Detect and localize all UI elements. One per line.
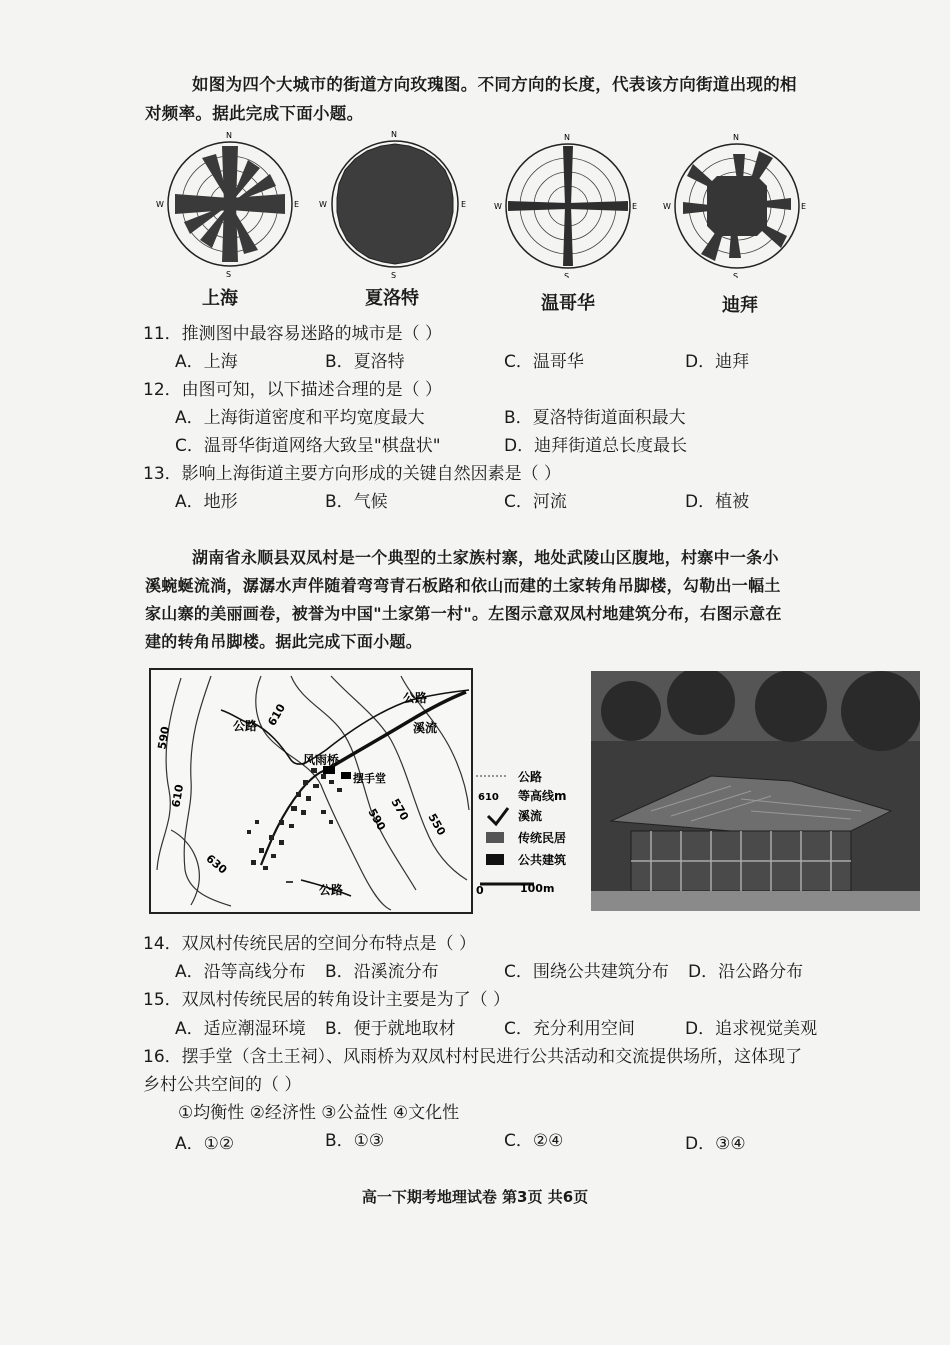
compass-n: N bbox=[564, 133, 570, 142]
q13-option-c: C．河流 bbox=[504, 492, 567, 512]
compass-n: N bbox=[226, 131, 232, 140]
q12-option-d: D．迪拜街道总长度最长 bbox=[504, 436, 688, 456]
q11-stem: 11．推测图中最容易迷路的城市是（ ） bbox=[143, 324, 443, 344]
q16-items: ①均衡性 ②经济性 ③公益性 ④文化性 bbox=[178, 1103, 460, 1123]
svg-text:传统民居: 传统民居 bbox=[518, 831, 567, 845]
compass-e: E bbox=[294, 200, 300, 209]
q12-stem: 12．由图可知，以下描述合理的是（ ） bbox=[143, 380, 443, 400]
q13-option-b: B．气候 bbox=[325, 492, 388, 512]
legend-public bbox=[486, 852, 566, 867]
q11-option-d: D．迪拜 bbox=[685, 352, 750, 372]
q12-option-a: A．上海街道密度和平均宽度最大 bbox=[175, 408, 425, 428]
village-map-svg bbox=[151, 670, 471, 912]
q11-option-b: B．夏洛特 bbox=[325, 352, 405, 372]
svg-text:公共建筑: 公共建筑 bbox=[518, 853, 567, 867]
svg-text:公路: 公路 bbox=[518, 770, 543, 784]
map-contour-570: 570 bbox=[388, 796, 412, 823]
map-hall-label: 摆手堂 bbox=[353, 772, 386, 785]
intro2-line1: 湖南省永顺县双凤村是一个典型的土家族村寨，地处武陵山区腹地，村寨中一条小 bbox=[192, 548, 779, 567]
rose-caption-charlotte: 夏洛特 bbox=[365, 288, 419, 309]
legend-contour bbox=[478, 788, 567, 803]
q11-option-a: A．上海 bbox=[175, 352, 238, 372]
rose-shanghai bbox=[156, 131, 299, 278]
map-contour-610a: 610 bbox=[265, 701, 289, 729]
q16-stem-line2: 乡村公共空间的（ ） bbox=[143, 1075, 302, 1095]
map-stream-label: 溪流 bbox=[413, 721, 438, 735]
svg-text:610: 610 bbox=[478, 792, 499, 803]
svg-text:等高线m: 等高线m bbox=[518, 789, 567, 803]
stilt-house-illustration bbox=[591, 671, 920, 911]
compass-e: E bbox=[461, 200, 467, 209]
rose-caption-dubai: 迪拜 bbox=[722, 295, 758, 316]
intro2-line3: 家山寨的美丽画卷，被誉为中国"土家第一村"。左图示意双凤村地建筑分布，右图示意在 bbox=[145, 604, 782, 623]
compass-s: S bbox=[564, 272, 570, 278]
map-road-label-1: 公路 bbox=[403, 691, 428, 705]
compass-w: W bbox=[319, 200, 327, 209]
q12-option-b: B．夏洛特街道面积最大 bbox=[504, 408, 686, 428]
q14-option-a: A．沿等高线分布 bbox=[175, 962, 306, 982]
q13-option-d: D．植被 bbox=[685, 492, 750, 512]
intro2-line2: 溪蜿蜒流淌，潺潺水声伴随着弯弯青石板路和依山而建的土家转角吊脚楼，勾勒出一幅土 bbox=[145, 576, 781, 595]
intro2-line4: 建的转角吊脚楼。据此完成下面小题。 bbox=[145, 632, 423, 651]
q16-option-c: C．②④ bbox=[504, 1131, 564, 1151]
q14-stem: 14．双凤村传统民居的空间分布特点是（ ） bbox=[143, 934, 477, 954]
q13-option-a: A．地形 bbox=[175, 492, 238, 512]
q12-option-c: C．温哥华街道网络大致呈"棋盘状" bbox=[175, 436, 441, 456]
q14-option-b: B．沿溪流分布 bbox=[325, 962, 439, 982]
rose-charlotte bbox=[319, 130, 466, 278]
q15-option-a: A．适应潮湿环境 bbox=[175, 1019, 306, 1039]
page-footer: 高一下期考地理试卷 第3页 共6页 bbox=[361, 1188, 589, 1206]
q16-option-b: B．①③ bbox=[325, 1131, 385, 1151]
compass-s: S bbox=[226, 270, 232, 278]
intro1-line1: 如图为四个大城市的街道方向玫瑰图。不同方向的长度，代表该方向街道出现的相 bbox=[192, 75, 797, 94]
q16-stem: 16．摆手堂（含土王祠）、风雨桥为双凤村村民进行公共活动和交流提供场所，这体现了 bbox=[143, 1047, 803, 1067]
q15-option-c: C．充分利用空间 bbox=[504, 1019, 635, 1039]
stilt-house-photo bbox=[591, 671, 920, 911]
rose-caption-vancouver: 温哥华 bbox=[541, 293, 595, 314]
legend-scale bbox=[476, 882, 554, 897]
rose-dubai bbox=[663, 133, 806, 278]
legend-stream bbox=[488, 808, 542, 824]
q13-stem: 13．影响上海街道主要方向形成的关键自然因素是（ ） bbox=[143, 464, 562, 484]
compass-e: E bbox=[632, 202, 638, 211]
q16-option-a: A．①② bbox=[175, 1134, 235, 1154]
legend-houses bbox=[486, 830, 566, 845]
map-contour-550: 550 bbox=[425, 811, 449, 838]
map-contour-630: 630 bbox=[203, 851, 230, 877]
rose-vancouver bbox=[494, 133, 637, 278]
q14-option-c: C．围绕公共建筑分布 bbox=[504, 962, 669, 982]
map-bridge-label: 风雨桥 bbox=[303, 753, 340, 767]
compass-n: N bbox=[391, 130, 397, 139]
intro1-line2: 对频率。据此完成下面小题。 bbox=[145, 104, 364, 123]
q16-option-d: D．③④ bbox=[685, 1134, 746, 1154]
map-contour-590: 590 bbox=[155, 725, 173, 751]
rose-diagrams bbox=[140, 128, 820, 278]
map-road-label-3: 公路 bbox=[319, 883, 344, 897]
rose-caption-shanghai: 上海 bbox=[202, 288, 238, 309]
map-contour-590b: 590 bbox=[365, 806, 389, 833]
q15-option-d: D．追求视觉美观 bbox=[685, 1019, 818, 1039]
q15-option-b: B．便于就地取材 bbox=[325, 1019, 456, 1039]
compass-w: W bbox=[663, 202, 671, 211]
q15-stem: 15．双凤村传统民居的转角设计主要是为了（ ） bbox=[143, 990, 511, 1010]
compass-n: N bbox=[733, 133, 739, 142]
compass-s: S bbox=[733, 272, 739, 278]
q14-option-d: D．沿公路分布 bbox=[688, 962, 804, 982]
svg-text:溪流: 溪流 bbox=[518, 809, 543, 823]
compass-e: E bbox=[801, 202, 807, 211]
q11-option-c: C．温哥华 bbox=[504, 352, 584, 372]
map-road-label-2: 公路 bbox=[233, 719, 258, 733]
compass-w: W bbox=[494, 202, 502, 211]
compass-s: S bbox=[391, 271, 397, 278]
map-legend bbox=[468, 768, 593, 898]
compass-w: W bbox=[156, 200, 164, 209]
village-map bbox=[149, 668, 473, 914]
legend-road bbox=[476, 769, 542, 784]
map-contour-610b: 610 bbox=[169, 783, 187, 809]
svg-text:0: 0 bbox=[476, 884, 484, 897]
svg-text:100m: 100m bbox=[520, 882, 555, 895]
